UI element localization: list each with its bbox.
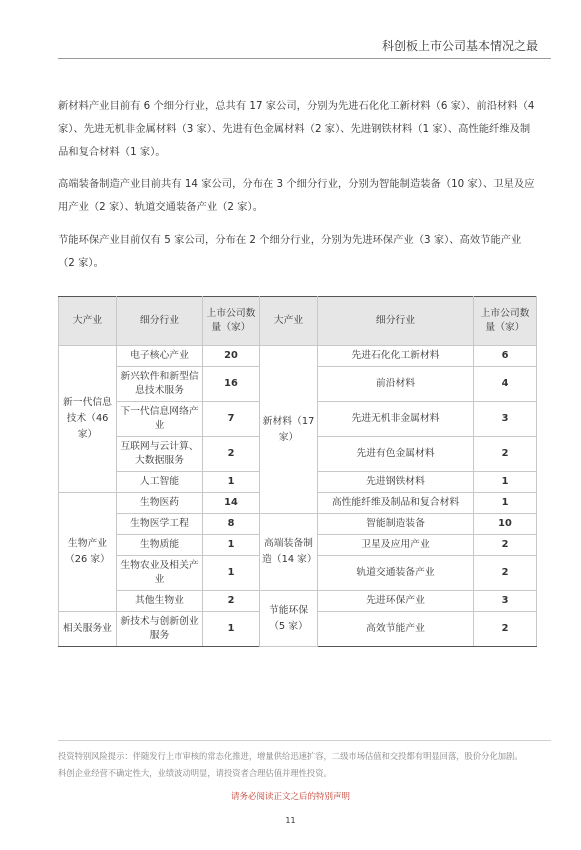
report-title: 科创板上市公司基本情况之最	[381, 39, 538, 53]
page-number: 11	[285, 816, 296, 825]
sub-industry: 生物农业及相关产业	[117, 556, 203, 591]
company-count: 4	[474, 367, 537, 402]
header-count-right: 上市公司数量（家）	[474, 297, 537, 346]
sub-industry: 高性能纤维及制品和复合材料	[318, 493, 474, 514]
group-biotech: 生物产业（26 家）	[59, 493, 117, 612]
sub-industry: 互联网与云计算、大数据服务	[117, 437, 203, 472]
sub-industry: 先进石化化工新材料	[318, 346, 474, 367]
header-sub-right: 细分行业	[318, 297, 474, 346]
company-count: 2	[203, 591, 260, 612]
table-header-row	[59, 297, 537, 346]
company-count: 8	[203, 514, 260, 535]
group-next-gen-it: 新一代信息技术（46 家）	[59, 346, 117, 493]
header-divider	[58, 58, 551, 59]
company-count: 2	[474, 535, 537, 556]
company-count: 1	[474, 493, 537, 514]
sub-industry: 前沿材料	[318, 367, 474, 402]
sub-industry: 生物医学工程	[117, 514, 203, 535]
industry-table	[58, 296, 537, 647]
company-count: 20	[203, 346, 260, 367]
sub-industry: 卫星及应用产业	[318, 535, 474, 556]
group-high-end-equipment: 高端装备制造（14 家）	[260, 514, 318, 591]
group-energy-environment: 节能环保（5 家）	[260, 591, 318, 647]
company-count: 10	[474, 514, 537, 535]
sub-industry: 下一代信息网络产业	[117, 402, 203, 437]
company-count: 1	[203, 612, 260, 647]
company-count: 1	[203, 535, 260, 556]
group-related-services: 相关服务业	[59, 612, 117, 647]
table-row	[59, 514, 537, 535]
sub-industry: 生物质能	[117, 535, 203, 556]
footer-divider	[58, 740, 551, 741]
header-count-left: 上市公司数量（家）	[203, 297, 260, 346]
page-header	[0, 0, 581, 60]
sub-industry: 新兴软件和新型信息技术服务	[117, 367, 203, 402]
header-sub-left: 细分行业	[117, 297, 203, 346]
paragraph-energy-environment: 节能环保产业目前仅有 5 家公司，分布在 2 个细分行业，分别为先进环保产业（3 家）、高效节能产业（2 家）。	[58, 234, 522, 269]
company-count: 3	[474, 402, 537, 437]
sub-industry: 先进钢铁材料	[318, 472, 474, 493]
company-count: 3	[474, 591, 537, 612]
company-count: 2	[474, 612, 537, 647]
company-count: 6	[474, 346, 537, 367]
sub-industry: 电子核心产业	[117, 346, 203, 367]
header-industry-right: 大产业	[260, 297, 318, 346]
company-count: 1	[203, 556, 260, 591]
paragraph-high-end-equipment: 高端装备制造产业目前共有 14 家公司，分布在 3 个细分行业，分别为智能制造装备（10 家）、卫星及应用产业（2 家）、轨道交通装备产业（2 家）。	[58, 178, 535, 213]
company-count: 16	[203, 367, 260, 402]
company-count: 1	[474, 472, 537, 493]
sub-industry: 新技术与创新创业服务	[117, 612, 203, 647]
company-count: 14	[203, 493, 260, 514]
table-row	[59, 591, 537, 612]
group-new-materials: 新材料（17 家）	[260, 346, 318, 514]
sub-industry: 先进有色金属材料	[318, 437, 474, 472]
company-count: 2	[474, 556, 537, 591]
sub-industry: 人工智能	[117, 472, 203, 493]
special-notice: 请务必阅读正文之后的特别声明	[230, 792, 350, 802]
sub-industry: 其他生物业	[117, 591, 203, 612]
header-industry-left: 大产业	[59, 297, 117, 346]
paragraph-new-materials: 新材料产业目前有 6 个细分行业，总共有 17 家公司，分别为先进石化化工新材料（6 家）、前沿材料（4 家）、先进无机非金属材料（3 家）、先进有色金属材料（2 家）、先进钢铁材料（1 家）、高性能纤维及制品和复合材料（1 家）。	[58, 100, 535, 158]
sub-industry: 先进无机非金属材料	[318, 402, 474, 437]
risk-disclaimer: 投资特别风险提示：伴随发行上市审核的常态化推进，增量供给迅速扩容，二级市场估值和交投都有明显回落，股价分化加剧。科创企业经营不确定性大，业绩波动明显，请投资者合理估值并理性投资。	[58, 751, 523, 778]
table-row	[59, 346, 537, 367]
sub-industry: 高效节能产业	[318, 612, 474, 647]
sub-industry: 轨道交通装备产业	[318, 556, 474, 591]
company-count: 1	[203, 472, 260, 493]
sub-industry: 先进环保产业	[318, 591, 474, 612]
sub-industry: 生物医药	[117, 493, 203, 514]
company-count: 2	[203, 437, 260, 472]
company-count: 2	[474, 437, 537, 472]
sub-industry: 智能制造装备	[318, 514, 474, 535]
company-count: 7	[203, 402, 260, 437]
